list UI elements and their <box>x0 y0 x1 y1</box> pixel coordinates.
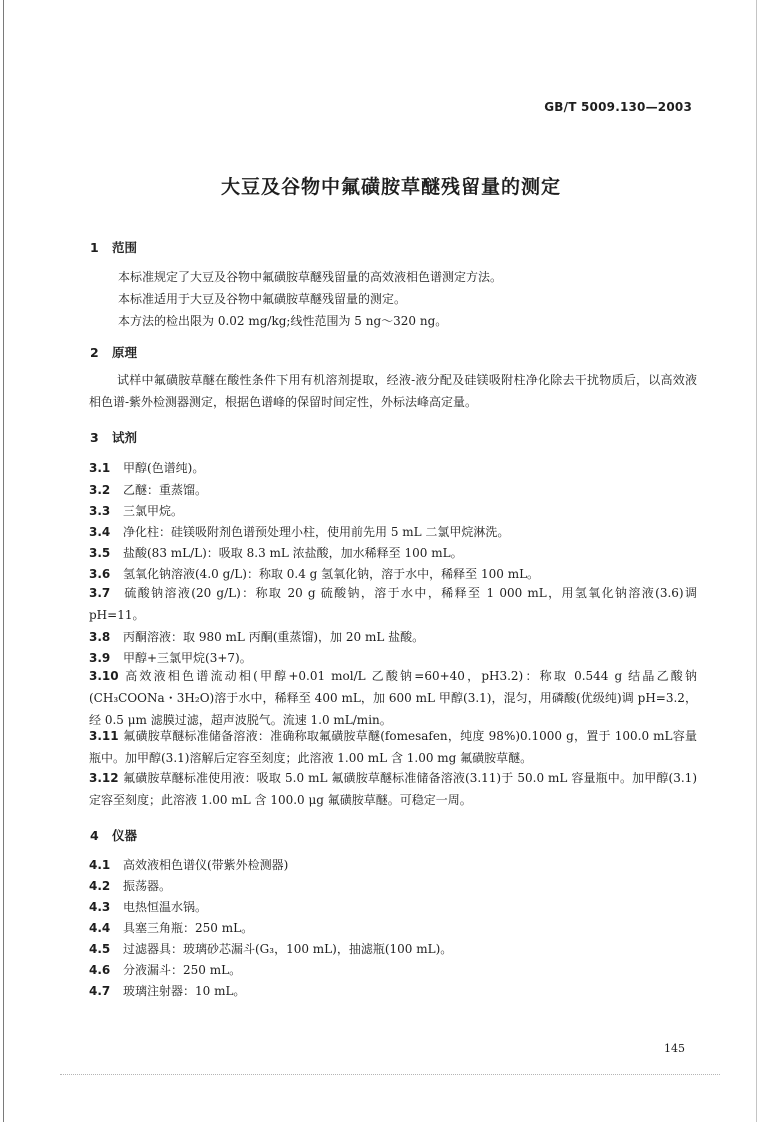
item-number: 4.7 <box>89 984 111 998</box>
item-number: 4.2 <box>89 879 111 893</box>
scope-paragraph-1: 本标准规定了大豆及谷物中氟磺胺草醚残留量的高效液相色谱测定方法。 <box>118 270 503 284</box>
page-number: 145 <box>664 1042 685 1055</box>
item-number: 4.4 <box>89 921 111 935</box>
item-text: 过滤器具：玻璃砂芯漏斗(G₃，100 mL)，抽滤瓶(100 mL)。 <box>123 942 453 956</box>
reagent-item <box>89 628 424 645</box>
item-text: 三氯甲烷。 <box>123 504 184 518</box>
page-left-edge <box>3 0 4 1122</box>
item-text: 甲醇(色谱纯)。 <box>123 461 205 475</box>
apparatus-item <box>89 961 241 978</box>
item-text: 乙醚：重蒸馏。 <box>123 483 208 497</box>
item-number: 3.9 <box>89 651 111 665</box>
item-text: 硫酸钠溶液(20 g/L)：称取 20 g 硫酸钠，溶于水中，稀释至 1 000 mL，用氢氧化钠溶液(3.6)调pH=11。 <box>89 586 697 622</box>
item-number: 3.1 <box>89 461 111 475</box>
reagent-item <box>89 502 183 519</box>
item-number: 3.10 <box>89 669 119 683</box>
item-number: 3.8 <box>89 630 111 644</box>
apparatus-item <box>89 940 452 957</box>
section-title: 试剂 <box>112 430 138 445</box>
section-title: 仪器 <box>112 828 138 843</box>
item-number: 3.11 <box>89 729 119 743</box>
item-number: 4.6 <box>89 963 111 977</box>
reagent-item <box>89 767 697 811</box>
scope-paragraph-3: 本方法的检出限为 0.02 mg/kg;线性范围为 5 ng～320 ng。 <box>118 314 448 328</box>
item-number: 3.5 <box>89 546 111 560</box>
reagent-item <box>89 459 204 476</box>
item-text: 丙酮溶液：取 980 mL 丙酮(重蒸馏)，加 20 mL 盐酸。 <box>123 630 425 644</box>
reagent-item <box>89 544 463 561</box>
section-2-heading <box>90 343 137 361</box>
apparatus-item <box>89 898 207 915</box>
item-number: 4.3 <box>89 900 111 914</box>
reagent-item <box>89 649 252 666</box>
item-text: 氟磺胺草醚标准储备溶液：准确称取氟磺胺草醚(fomesafen，纯度 98%)0.1000 g，置于 100.0 mL容量瓶中。加甲醇(3.1)溶解后定容至刻度；此溶液 1.00 mL 含 1.00 mg 氟磺胺草醚。 <box>89 729 697 765</box>
apparatus-item <box>89 982 245 999</box>
section-title: 范围 <box>112 240 138 255</box>
section-1-heading <box>90 238 137 256</box>
section-3-heading <box>90 428 137 446</box>
item-number: 3.7 <box>89 586 111 600</box>
item-text: 氢氧化钠溶液(4.0 g/L)：称取 0.4 g 氢氧化钠，溶于水中，稀释至 100 mL。 <box>123 567 540 581</box>
item-number: 4.5 <box>89 942 111 956</box>
item-text: 玻璃注射器：10 mL。 <box>123 984 246 998</box>
bottom-rule <box>60 1074 720 1075</box>
item-text: 高效液相色谱流动相(甲醇+0.01 mol/L 乙酸钠=60+40，pH3.2)：称取 0.544 g 结晶乙酸钠(CH₃COONa・3H₂O)溶于水中，稀释至 400 mL，加 600 mL 甲醇(3.1)，混匀，用磷酸(优级纯)调 pH=3.2，经 0.5 μm 滤膜过滤，超声波脱气。流速 1.0 mL/min。 <box>89 669 697 727</box>
reagent-item <box>89 665 697 731</box>
section-number: 2 <box>90 345 99 360</box>
item-text: 甲醇+三氯甲烷(3+7)。 <box>123 651 252 665</box>
item-number: 3.2 <box>89 483 111 497</box>
item-number: 3.3 <box>89 504 111 518</box>
reagent-item <box>89 565 539 582</box>
item-text: 振荡器。 <box>123 879 172 893</box>
item-text: 分液漏斗：250 mL。 <box>123 963 242 977</box>
section-number: 1 <box>90 240 99 255</box>
page-right-edge <box>756 0 757 1122</box>
section-title: 原理 <box>112 345 138 360</box>
reagent-item <box>89 582 697 626</box>
item-text: 电热恒温水锅。 <box>123 900 208 914</box>
scope-paragraph-2: 本标准适用于大豆及谷物中氟磺胺草醚残留量的测定。 <box>118 292 407 306</box>
document-title: 大豆及谷物中氟磺胺草醚残留量的测定 <box>220 176 561 198</box>
item-text: 净化柱：硅镁吸附剂色谱预处理小柱，使用前先用 5 mL 二氯甲烷淋洗。 <box>123 525 510 539</box>
reagent-item <box>89 725 697 769</box>
reagent-item <box>89 481 207 498</box>
item-text: 高效液相色谱仪(带紫外检测器) <box>123 858 289 872</box>
apparatus-item <box>89 919 253 936</box>
item-text: 盐酸(83 mL/L)：吸取 8.3 mL 浓盐酸，加水稀释至 100 mL。 <box>123 546 463 560</box>
item-text: 具塞三角瓶：250 mL。 <box>123 921 254 935</box>
principle-paragraph: 试样中氟磺胺草醚在酸性条件下用有机溶剂提取，经液-液分配及硅镁吸附柱净化除去干扰物质后，以高效液相色谱-紫外检测器测定，根据色谱峰的保留时间定性，外标法峰高定量。 <box>89 373 697 409</box>
reagent-item <box>89 523 509 540</box>
item-number: 3.12 <box>89 771 119 785</box>
section-4-heading <box>90 826 137 844</box>
section-number: 4 <box>90 828 99 843</box>
section-number: 3 <box>90 430 99 445</box>
apparatus-item <box>89 856 288 873</box>
standard-code: GB/T 5009.130—2003 <box>544 100 692 114</box>
item-text: 氟磺胺草醚标准使用液：吸取 5.0 mL 氟磺胺草醚标准储备溶液(3.11)于 50.0 mL 容量瓶中。加甲醇(3.1)定容至刻度；此溶液 1.00 mL 含 100.0 μg 氟磺胺草醚。可稳定一周。 <box>89 771 697 807</box>
item-number: 3.4 <box>89 525 111 539</box>
apparatus-item <box>89 877 171 894</box>
item-number: 3.6 <box>89 567 111 581</box>
item-number: 4.1 <box>89 858 111 872</box>
